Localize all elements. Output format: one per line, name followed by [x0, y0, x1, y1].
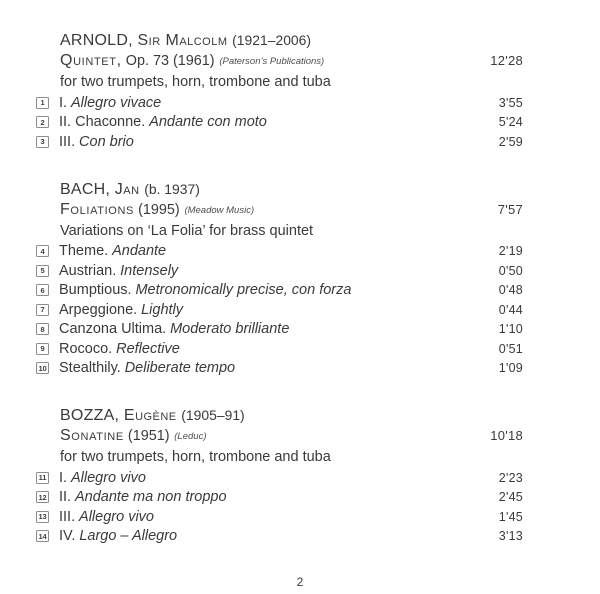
track-title [59, 489, 499, 505]
track-number: 2 [40, 117, 45, 127]
page-footer [0, 573, 600, 591]
track-number: 13 [38, 512, 47, 521]
track-row [36, 320, 523, 340]
track-tempo-marking: Deliberate tempo [124, 360, 236, 377]
composer-forename: Sir Malcolm [137, 32, 228, 49]
track-name: Stealthily. [59, 360, 121, 377]
work-opus-year: (1951) [127, 428, 170, 444]
track-duration: 1'09 [498, 361, 523, 376]
track-number-box [36, 362, 49, 374]
track-tempo-marking: Intensely [120, 262, 179, 279]
track-tempo-marking: Largo – Allegro [79, 528, 178, 545]
track-row [36, 359, 523, 379]
section-tracks [38, 242, 523, 379]
track-number: 1 [40, 98, 45, 107]
track-name: III. [59, 508, 76, 525]
composer-dates: (1905–91) [181, 407, 245, 423]
composer-line [60, 405, 523, 426]
track-name: I. [59, 94, 68, 111]
track-title [59, 263, 499, 279]
track-title [59, 528, 499, 544]
track-title [59, 114, 499, 130]
track-title [59, 341, 499, 357]
work-title: Sonatine [60, 427, 124, 444]
track-number: 10 [38, 363, 47, 373]
publisher-credit: (Meadow Music) [184, 204, 255, 216]
composer-line [60, 179, 523, 200]
track-row [36, 242, 523, 262]
work-duration: 7'57 [497, 201, 523, 217]
track-title [59, 282, 499, 298]
track-number: 12 [38, 492, 47, 502]
page-number: 2 [296, 575, 304, 589]
track-tempo-marking: Andante [112, 243, 167, 260]
track-number-box [36, 511, 49, 523]
work-title: Quintet, [60, 52, 122, 69]
track-tempo-marking: Moderato brilliante [170, 321, 290, 338]
composer-dates: (b. 1937) [144, 180, 200, 197]
track-tempo-marking: Reflective [116, 340, 180, 357]
track-duration: 0'48 [498, 283, 523, 298]
work-subtitle: for two trumpets, horn, trombone and tuba [60, 449, 331, 465]
track-tempo-marking: Andante ma non troppo [75, 489, 227, 506]
track-number-box [36, 245, 49, 257]
work-subtitle: for two trumpets, horn, trombone and tuba [60, 74, 331, 90]
track-number-box [36, 491, 49, 503]
publisher-credit: (Paterson’s Publications) [219, 56, 325, 67]
composer-dates: (1921–2006) [232, 32, 312, 48]
work-title-line [60, 51, 523, 73]
track-row [36, 300, 523, 320]
track-duration: 2'59 [498, 134, 523, 149]
track-duration: 3'55 [498, 95, 523, 110]
track-title [59, 509, 499, 525]
work-title-line [60, 426, 523, 448]
track-row [36, 468, 523, 488]
track-number: 7 [40, 305, 45, 314]
track-name: II. Chaconne. [59, 114, 146, 131]
composer-surname: BOZZA, [60, 407, 120, 424]
work-subtitle: Variations on ‘La Folia’ for brass quintet [60, 222, 314, 239]
track-duration: 1'10 [498, 322, 523, 337]
track-name: Theme. [59, 243, 109, 260]
track-row [36, 93, 523, 113]
track-tempo-marking: Metronomically precise, con forza [135, 282, 352, 299]
track-name: I. [59, 469, 68, 486]
publisher-credit: (Leduc) [174, 431, 207, 442]
track-number-box [36, 265, 49, 277]
track-row [36, 281, 523, 301]
track-title [59, 95, 499, 111]
track-tempo-marking: Allegro vivace [70, 94, 162, 111]
composer-surname: ARNOLD, [60, 32, 133, 49]
track-tempo-marking: Lightly [141, 301, 184, 318]
track-duration: 0'51 [498, 341, 523, 356]
track-title [59, 243, 499, 259]
track-number-box [36, 116, 49, 128]
track-duration: 2'23 [498, 470, 523, 485]
work-duration: 10'18 [490, 428, 523, 443]
track-row [36, 339, 523, 359]
track-number-box [36, 304, 49, 316]
track-number: 8 [40, 324, 45, 334]
track-number-box [36, 530, 49, 542]
track-list [38, 30, 523, 546]
track-row [36, 113, 523, 133]
track-number: 9 [40, 344, 45, 353]
track-duration: 1'45 [498, 509, 523, 524]
composer-forename: Jan [114, 180, 140, 198]
track-title [59, 360, 499, 376]
track-duration: 5'24 [498, 115, 523, 130]
track-row [36, 261, 523, 281]
track-name: II. [59, 489, 72, 506]
track-duration: 0'44 [498, 302, 523, 317]
composer-surname: BACH, [60, 180, 111, 198]
work-section [38, 405, 523, 546]
track-number-box [36, 284, 49, 296]
composer-forename: Eugène [123, 407, 177, 424]
work-title-line [60, 200, 523, 222]
track-name: III. [59, 133, 76, 150]
composer-line [60, 30, 523, 51]
track-name: Austrian. [59, 262, 117, 279]
track-number-box [36, 136, 49, 148]
track-title [59, 321, 499, 337]
track-number: 4 [40, 246, 45, 256]
track-name: IV. [59, 528, 76, 545]
track-duration: 2'45 [498, 490, 523, 505]
track-tempo-marking: Allegro vivo [70, 469, 146, 486]
track-number-box [36, 472, 49, 484]
track-title [59, 134, 499, 150]
track-number-box [36, 97, 49, 109]
track-name: Arpeggione. [59, 301, 138, 318]
track-duration: 3'13 [498, 529, 523, 544]
work-section [40, 30, 523, 152]
section-tracks [38, 468, 523, 546]
track-number-box [36, 323, 49, 335]
work-duration: 12'28 [490, 53, 523, 68]
track-number: 3 [40, 137, 45, 146]
track-name: Bumptious. [59, 282, 132, 299]
track-row [36, 488, 523, 508]
track-tempo-marking: Andante con moto [149, 114, 267, 131]
work-title: Foliations [60, 200, 135, 218]
track-duration: 2'19 [498, 244, 523, 259]
track-row [36, 132, 523, 152]
work-opus-year: (1995) [138, 201, 180, 218]
track-number: 14 [38, 531, 47, 541]
track-tempo-marking: Allegro vivo [79, 508, 154, 525]
track-title [59, 302, 499, 318]
track-name: Canzona Ultima. [59, 321, 167, 338]
work-section [38, 179, 523, 379]
work-opus-year: Op. 73 (1961) [125, 53, 215, 69]
track-duration: 0'50 [498, 263, 523, 278]
track-title [59, 470, 499, 486]
track-number: 5 [40, 266, 45, 275]
section-tracks [40, 93, 523, 152]
track-number: 6 [40, 285, 45, 295]
track-number-box [36, 343, 49, 355]
track-number: 11 [38, 473, 47, 482]
track-name: Rococo. [59, 340, 113, 357]
track-row [36, 507, 523, 527]
track-tempo-marking: Con brio [79, 133, 134, 150]
track-row [36, 527, 523, 547]
